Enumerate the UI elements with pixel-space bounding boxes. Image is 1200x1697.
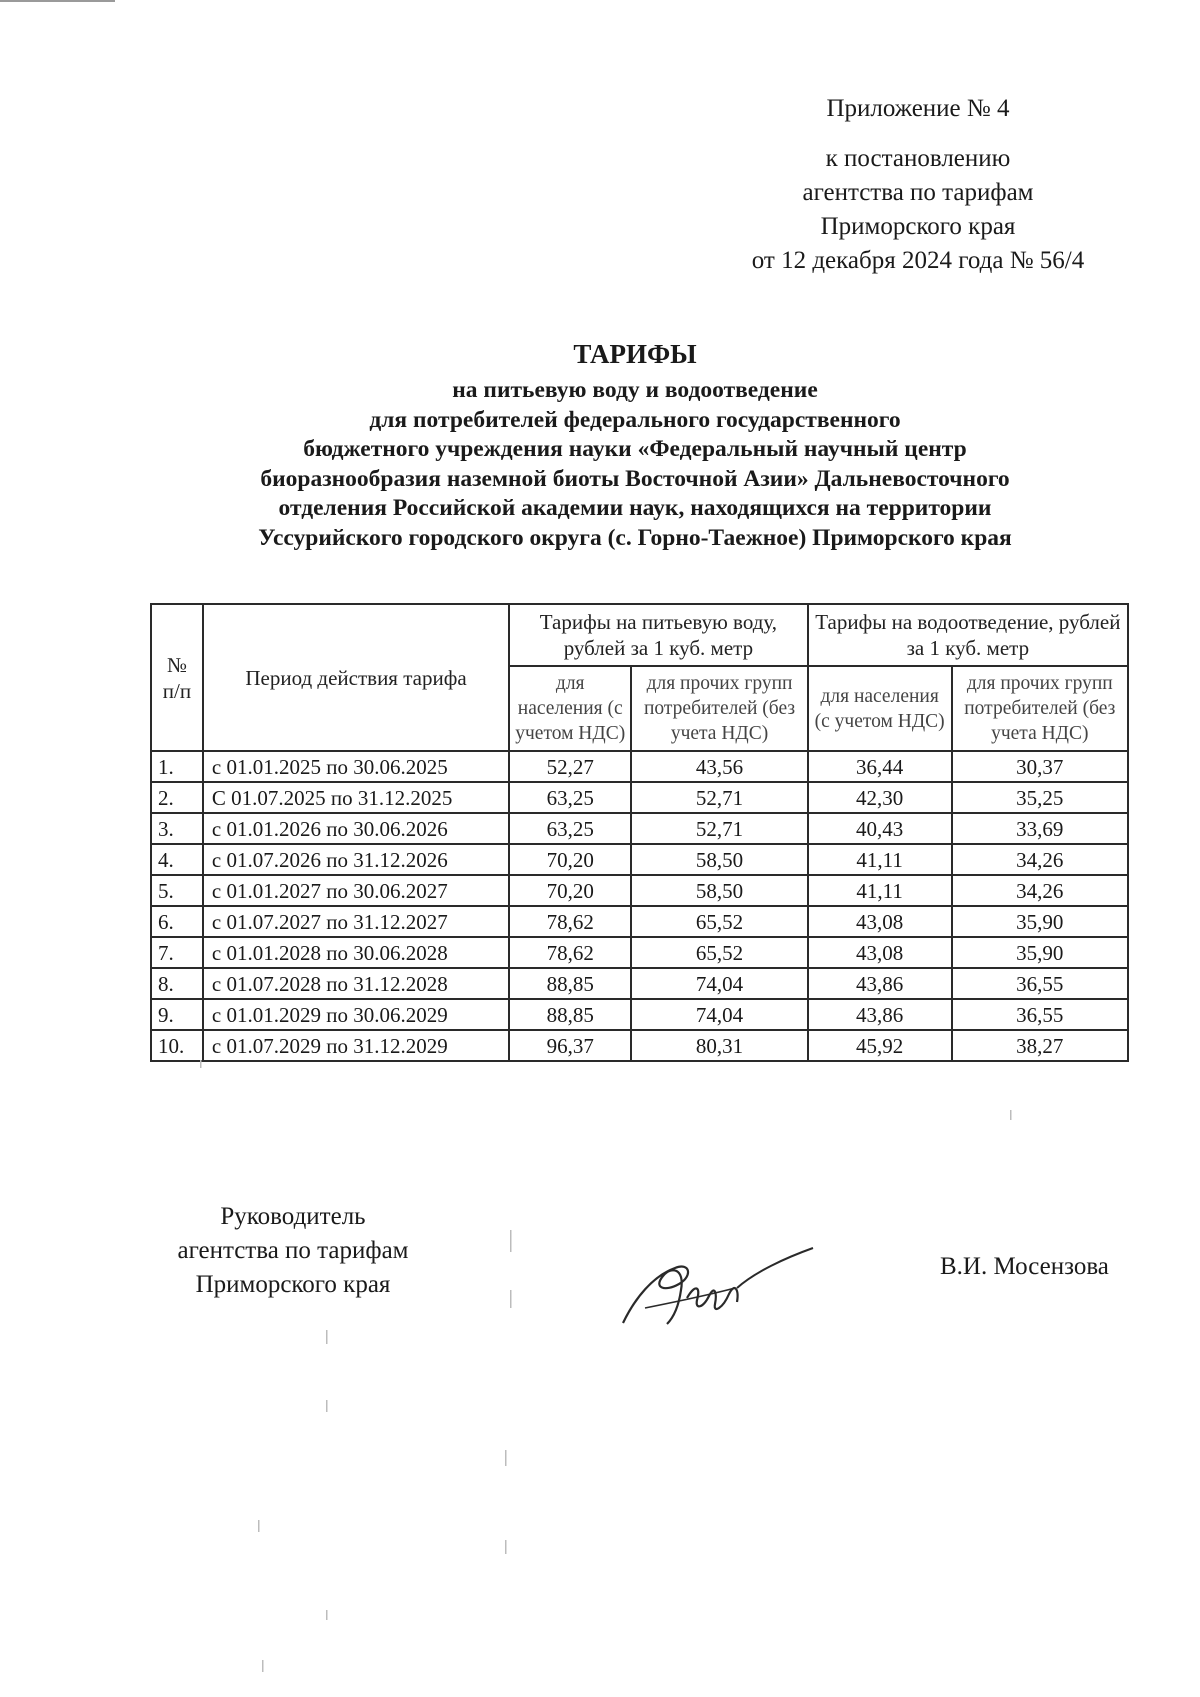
row-number: 7. (151, 937, 203, 968)
row-sewage-others: 30,37 (952, 751, 1128, 782)
row-number: 6. (151, 906, 203, 937)
row-period: с 01.07.2028 по 31.12.2028 (203, 968, 509, 999)
signatory-name: В.И. Мосензова (940, 1253, 1109, 1280)
row-period: с 01.01.2027 по 30.06.2027 (203, 875, 509, 906)
row-period: с 01.07.2027 по 31.12.2027 (203, 906, 509, 937)
row-water-others: 74,04 (631, 968, 807, 999)
row-sewage-others: 34,26 (952, 875, 1128, 906)
row-sewage-others: 36,55 (952, 999, 1128, 1030)
handwritten-signature (605, 1228, 825, 1338)
appendix-line-agency: агентства по тарифам (802, 179, 1034, 206)
row-water-others: 58,50 (631, 844, 807, 875)
appendix-line-region: Приморского края (820, 213, 1016, 240)
row-number: 9. (151, 999, 203, 1030)
row-water-others: 52,71 (631, 782, 807, 813)
appendix-line-resolution: к постановлению (825, 145, 1011, 172)
table-row (151, 844, 1128, 875)
row-period: с 01.01.2026 по 30.06.2026 (203, 813, 509, 844)
row-sewage-population: 43,86 (808, 999, 952, 1030)
signatory-role (148, 1200, 438, 1302)
signatory-role-line: Приморского края (195, 1271, 391, 1298)
header-sewage-others: для прочих групп потребителей (без учета НДС) (952, 666, 1128, 751)
table-row (151, 1030, 1128, 1061)
table-row (151, 751, 1128, 782)
header-sewage-population: для населения (с учетом НДС) (808, 666, 952, 751)
row-water-others: 80,31 (631, 1030, 807, 1061)
header-sewage-tariffs: Тарифы на водоотведение, рублей за 1 куб. метр (808, 604, 1128, 666)
row-sewage-population: 43,08 (808, 906, 952, 937)
table-row (151, 968, 1128, 999)
title-line: на питьевую воду и водоотведение (452, 377, 818, 403)
row-water-others: 65,52 (631, 906, 807, 937)
row-water-others: 52,71 (631, 813, 807, 844)
row-sewage-others: 35,90 (952, 937, 1128, 968)
row-water-population: 78,62 (509, 906, 631, 937)
row-sewage-population: 43,08 (808, 937, 952, 968)
row-period: с 01.07.2026 по 31.12.2026 (203, 844, 509, 875)
row-water-population: 78,62 (509, 937, 631, 968)
header-water-population: для населения (с учетом НДС) (509, 666, 631, 751)
row-number: 5. (151, 875, 203, 906)
title-line: для потребителей федерального государственного (369, 406, 901, 433)
table-row (151, 937, 1128, 968)
row-number: 10. (151, 1030, 203, 1061)
row-water-population: 52,27 (509, 751, 631, 782)
header-period: Период действия тарифа (203, 604, 509, 751)
row-water-population: 88,85 (509, 968, 631, 999)
tariff-table (150, 603, 1129, 1062)
row-sewage-others: 35,90 (952, 906, 1128, 937)
header-water-others: для прочих групп потребителей (без учета НДС) (631, 666, 807, 751)
header-number: № п/п (151, 604, 203, 751)
row-number: 3. (151, 813, 203, 844)
row-number: 2. (151, 782, 203, 813)
title-line: отделения Российской академии наук, находящихся на территории (278, 495, 992, 521)
row-sewage-population: 40,43 (808, 813, 952, 844)
tariff-table-body (151, 751, 1128, 1061)
table-row (151, 813, 1128, 844)
table-row (151, 999, 1128, 1030)
document-title (140, 336, 1130, 553)
appendix-line-date: от 12 декабря 2024 года № 56/4 (751, 247, 1085, 274)
row-sewage-population: 42,30 (808, 782, 952, 813)
title-main: ТАРИФЫ (573, 339, 697, 369)
row-period: с 01.07.2029 по 31.12.2029 (203, 1030, 509, 1061)
row-period: С 01.07.2025 по 31.12.2025 (203, 782, 509, 813)
row-sewage-population: 41,11 (808, 875, 952, 906)
table-row (151, 875, 1128, 906)
row-sewage-others: 34,26 (952, 844, 1128, 875)
signatory-role-line: агентства по тарифам (177, 1237, 409, 1264)
row-water-population: 88,85 (509, 999, 631, 1030)
row-water-population: 70,20 (509, 844, 631, 875)
row-sewage-others: 36,55 (952, 968, 1128, 999)
row-sewage-population: 41,11 (808, 844, 952, 875)
title-line: бюджетного учреждения науки «Федеральный научный центр (303, 436, 967, 462)
header-water-tariffs: Тарифы на питьевую воду, рублей за 1 куб. метр (509, 604, 808, 666)
table-row (151, 906, 1128, 937)
row-water-population: 63,25 (509, 813, 631, 844)
row-number: 4. (151, 844, 203, 875)
table-row (151, 782, 1128, 813)
row-period: с 01.01.2025 по 30.06.2025 (203, 751, 509, 782)
row-period: с 01.01.2028 по 30.06.2028 (203, 937, 509, 968)
row-sewage-population: 36,44 (808, 751, 952, 782)
row-water-population: 70,20 (509, 875, 631, 906)
row-water-others: 74,04 (631, 999, 807, 1030)
row-period: с 01.01.2029 по 30.06.2029 (203, 999, 509, 1030)
row-number: 8. (151, 968, 203, 999)
row-water-others: 43,56 (631, 751, 807, 782)
row-water-population: 96,37 (509, 1030, 631, 1061)
signatory-role-line: Руководитель (220, 1203, 366, 1230)
scan-edge-line (0, 0, 115, 2)
title-line: Уссурийского городского округа (с. Горно-Таежное) Приморского края (258, 524, 1012, 551)
row-sewage-others: 35,25 (952, 782, 1128, 813)
row-water-population: 63,25 (509, 782, 631, 813)
appendix-number: Приложение № 4 (826, 95, 1010, 122)
row-number: 1. (151, 751, 203, 782)
row-sewage-others: 38,27 (952, 1030, 1128, 1061)
appendix-header (700, 92, 1136, 278)
row-water-others: 65,52 (631, 937, 807, 968)
row-sewage-others: 33,69 (952, 813, 1128, 844)
row-sewage-population: 43,86 (808, 968, 952, 999)
title-line: биоразнообразия наземной биоты Восточной Азии» Дальневосточного (260, 465, 1010, 492)
row-sewage-population: 45,92 (808, 1030, 952, 1061)
row-water-others: 58,50 (631, 875, 807, 906)
